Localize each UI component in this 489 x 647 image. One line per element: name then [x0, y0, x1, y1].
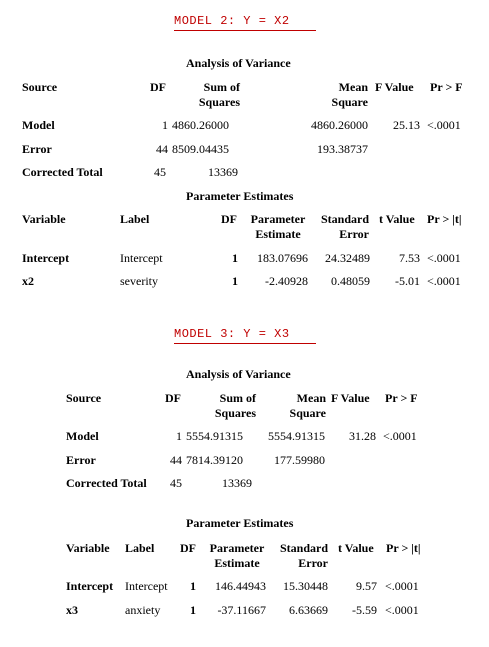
model-3-params-header-est-2: Estimate [214, 556, 260, 570]
model-2-params-variable-x2: x2 [22, 274, 34, 288]
model-2-params-header-est-2: Estimate [255, 227, 301, 241]
model-2-anova-ss-error: 8509.04435 [172, 142, 229, 156]
model-2-params-df-intercept: 1 [232, 251, 238, 265]
model-2-params-est-x2: -2.40928 [265, 274, 308, 288]
model-3-params-header-p: Pr > |t| [386, 541, 421, 555]
model-2-params-p-intercept: <.0001 [427, 251, 461, 265]
model-2-anova-source-model: Model [22, 118, 55, 132]
model-3-params-est-intercept: 146.44943 [215, 579, 266, 593]
model-2-params-se-x2: 0.48059 [331, 274, 370, 288]
model-2-anova-source-total: Corrected Total [22, 165, 103, 179]
model-3-params-header-se-1: Standard [279, 541, 328, 555]
model-2-params-p-x2: <.0001 [427, 274, 461, 288]
model-3-params-t-x3: -5.59 [352, 603, 377, 617]
model-2-anova-header-df: DF [150, 80, 166, 94]
model-2-params-header-est-1: Parameter [250, 212, 306, 226]
model-3-params-df-intercept: 1 [190, 579, 196, 593]
model-2-params-df-x2: 1 [232, 274, 238, 288]
model-3-anova-header-f: F Value [331, 391, 370, 405]
model-3-params-header-est-1: Parameter [209, 541, 265, 555]
model-3-anova-header-source: Source [66, 391, 102, 405]
model-3-params-se-x3: 6.63669 [289, 603, 328, 617]
model-3-anova-source-total: Corrected Total [66, 476, 147, 490]
model-2-anova-f-model: 25.13 [393, 118, 420, 132]
model-2-anova-source-error: Error [22, 142, 52, 156]
model-2-params-header-p: Pr > |t| [427, 212, 462, 226]
model-3-anova-ms-model: 5554.91315 [268, 429, 325, 443]
model-3-params-est-x3: -37.11667 [217, 603, 266, 617]
model-3-params-p-x3: <.0001 [385, 603, 419, 617]
model-3-params-header-label: Label [125, 541, 155, 555]
model-3-anova-f-model: 31.28 [349, 429, 376, 443]
model-3-params-title: Parameter Estimates [186, 516, 294, 530]
model-3-anova-header-p: Pr > F [385, 391, 418, 405]
model-3-anova-p-model: <.0001 [383, 429, 417, 443]
model-3-anova-header-ms-2: Square [289, 406, 326, 420]
model-2-params-variable-intercept: Intercept [22, 251, 70, 265]
model-3-params-t-intercept: 9.57 [356, 579, 377, 593]
model-3-anova-header-ms-1: Mean [296, 391, 326, 405]
model-2-anova-header-source: Source [22, 80, 58, 94]
model-2-anova-df-total: 45 [154, 165, 166, 179]
model-3-anova-header-df: DF [165, 391, 181, 405]
model-2-params-est-intercept: 183.07696 [257, 251, 308, 265]
model-2-params-title: Parameter Estimates [186, 189, 294, 203]
model-2-params-header-se-2: Error [339, 227, 369, 241]
model-2-anova-ss-model: 4860.26000 [172, 118, 229, 132]
model-3-params-header-se-2: Error [298, 556, 328, 570]
model-2-params-t-x2: -5.01 [395, 274, 420, 288]
model-2-title: MODEL 2: Y = X2 [174, 14, 290, 28]
model-2-anova-ss-total: 13369 [208, 165, 238, 179]
model-3-params-header-df: DF [180, 541, 196, 555]
model-3-title: MODEL 3: Y = X3 [174, 327, 290, 341]
model-2-anova-df-model: 1 [162, 118, 168, 132]
model-2-anova-header-f: F Value [375, 80, 414, 94]
model-2-anova-header-ms-1: Mean [338, 80, 368, 94]
model-3-params-p-intercept: <.0001 [385, 579, 419, 593]
model-2-anova-header-p: Pr > F [430, 80, 463, 94]
model-2-params-header-se-1: Standard [320, 212, 369, 226]
model-3-params-label-x3: anxiety [125, 603, 161, 617]
model-2-params-header-variable: Variable [22, 212, 66, 226]
model-2-anova-ms-model: 4860.26000 [311, 118, 368, 132]
model-3-anova-df-total: 45 [170, 476, 182, 490]
model-2-params-label-x2: severity [120, 274, 158, 288]
model-3-params-header-t: t Value [338, 541, 374, 555]
model-2-anova-ms-error: 193.38737 [317, 142, 368, 156]
model-2-params-t-intercept: 7.53 [399, 251, 420, 265]
model-3-anova-title: Analysis of Variance [186, 367, 291, 381]
model-2-anova-title: Analysis of Variance [186, 56, 291, 70]
model-3-anova-ss-total: 13369 [222, 476, 252, 490]
model-2-anova-p-model: <.0001 [427, 118, 461, 132]
model-3-params-df-x3: 1 [190, 603, 196, 617]
model-3-anova-source-model: Model [66, 429, 99, 443]
model-3-anova-ss-model: 5554.91315 [186, 429, 243, 443]
model-2-params-header-df: DF [221, 212, 237, 226]
model-3-anova-source-error: Error [66, 453, 96, 467]
model-3-anova-df-error: 44 [170, 453, 182, 467]
model-2-params-label-intercept: Intercept [120, 251, 163, 265]
model-2-anova-header-ss-1: Sum of [203, 80, 240, 94]
model-3-params-se-intercept: 15.30448 [283, 579, 328, 593]
model-2-title-underline [174, 30, 316, 31]
model-3-anova-header-ss-1: Sum of [219, 391, 256, 405]
model-2-anova-header-ss-2: Squares [198, 95, 240, 109]
model-3-params-variable-x3: x3 [66, 603, 78, 617]
model-2-params-header-t: t Value [379, 212, 415, 226]
model-3-params-label-intercept: Intercept [125, 579, 168, 593]
model-3-anova-ms-error: 177.59980 [274, 453, 325, 467]
model-3-anova-ss-error: 7814.39120 [186, 453, 243, 467]
model-2-params-se-intercept: 24.32489 [325, 251, 370, 265]
model-2-params-header-label: Label [120, 212, 150, 226]
model-2-anova-header-ms-2: Square [331, 95, 368, 109]
model-2-anova-df-error: 44 [156, 142, 168, 156]
model-3-title-underline [174, 343, 316, 344]
model-3-params-header-variable: Variable [66, 541, 110, 555]
model-3-anova-header-ss-2: Squares [214, 406, 256, 420]
model-3-params-variable-intercept: Intercept [66, 579, 114, 593]
model-3-anova-df-model: 1 [176, 429, 182, 443]
